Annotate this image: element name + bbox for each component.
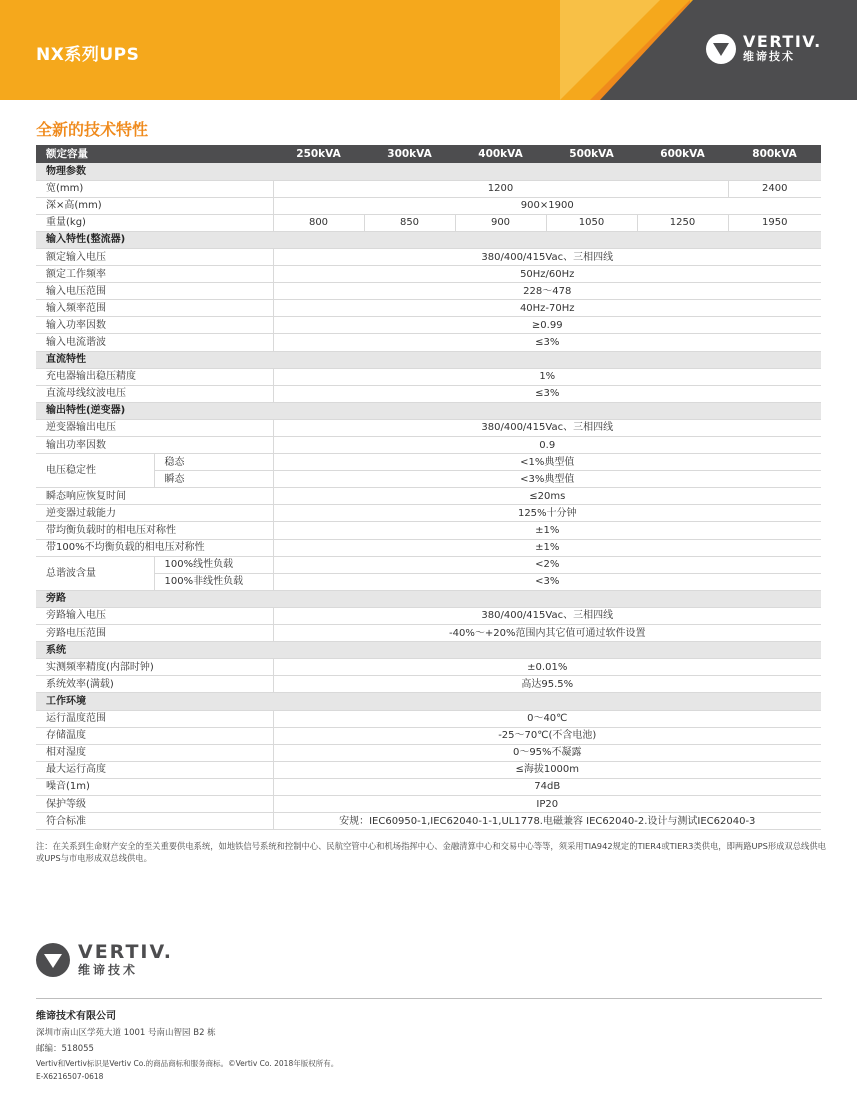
weight-value: 800	[273, 214, 364, 231]
row-label: 存储温度	[36, 727, 273, 744]
sub-label: 100%线性负载	[154, 556, 273, 573]
footer-brand-cn: 维谛技术	[78, 963, 139, 977]
section-row	[36, 231, 821, 248]
table-row	[36, 813, 821, 830]
row-value: <1%典型值	[273, 454, 821, 471]
section-row	[36, 351, 821, 368]
capacity-800: 800kVA	[728, 145, 821, 163]
weight-value: 900	[455, 214, 546, 231]
table-row	[36, 505, 821, 522]
row-value: <2%	[273, 556, 821, 573]
table-row	[36, 248, 821, 265]
row-label: 符合标准	[36, 813, 273, 830]
section-physical: 物理参数	[36, 163, 821, 180]
row-value: 0.9	[273, 437, 821, 454]
row-label: 运行温度范围	[36, 710, 273, 727]
row-value: 0～40℃	[273, 710, 821, 727]
trademark-notice: Vertiv和Vertiv标识是Vertiv Co.的商品商标和服务商标。©Vertiv Co. 2018年版权所有。	[36, 1059, 339, 1068]
table-row	[36, 761, 821, 778]
row-label: 输入频率范围	[36, 300, 273, 317]
capacity-300: 300kVA	[364, 145, 455, 163]
table-row	[36, 556, 821, 573]
row-label: 带100%不均衡负载的相电压对称性	[36, 539, 273, 556]
weight-value: 850	[364, 214, 455, 231]
spec-table	[36, 145, 821, 830]
section-environment: 工作环境	[36, 693, 821, 710]
section-bypass: 旁路	[36, 590, 821, 607]
row-value: 0～95%不凝露	[273, 744, 821, 761]
row-value: ±1%	[273, 539, 821, 556]
row-value: 228～478	[273, 283, 821, 300]
row-value: ≥0.99	[273, 317, 821, 334]
table-row	[36, 197, 821, 214]
row-label: 深×高(mm)	[36, 197, 273, 214]
row-label: 噪音(1m)	[36, 778, 273, 795]
sub-label: 100%非线性负载	[154, 573, 273, 590]
row-value: ±1%	[273, 522, 821, 539]
weight-value: 1050	[546, 214, 637, 231]
table-row	[36, 778, 821, 795]
footer-divider	[36, 998, 822, 999]
row-label: 额定工作频率	[36, 266, 273, 283]
section-title: 全新的技术特性	[36, 120, 149, 139]
table-row	[36, 659, 821, 676]
table-row	[36, 727, 821, 744]
row-value: 380/400/415Vac、三相四线	[273, 419, 821, 436]
table-row	[36, 744, 821, 761]
table-row	[36, 488, 821, 505]
table-row	[36, 454, 821, 471]
logo-brand-text: VERTIV.	[743, 32, 822, 51]
weight-value: 1250	[637, 214, 728, 231]
section-row	[36, 693, 821, 710]
row-value: 2400	[728, 180, 821, 197]
footer	[36, 1010, 338, 1083]
table-row	[36, 625, 821, 642]
row-label: 输入功率因数	[36, 317, 273, 334]
capacity-500: 500kVA	[546, 145, 637, 163]
page-title: NX系列UPS	[36, 45, 140, 65]
section-row	[36, 590, 821, 607]
row-value: 74dB	[273, 778, 821, 795]
table-row	[36, 334, 821, 351]
table-row	[36, 710, 821, 727]
table-row	[36, 214, 821, 231]
company-address: 深圳市南山区学苑大道 1001 号南山智园 B2 栋	[36, 1028, 216, 1038]
row-value: IP20	[273, 795, 821, 812]
row-value: ≤20ms	[273, 488, 821, 505]
table-row	[36, 419, 821, 436]
table-row	[36, 266, 821, 283]
row-label: 旁路电压范围	[36, 625, 273, 642]
table-row	[36, 676, 821, 693]
row-label: 逆变器过载能力	[36, 505, 273, 522]
logo-brand-cn: 维谛技术	[743, 50, 795, 63]
row-label: 保护等级	[36, 795, 273, 812]
row-value: 1%	[273, 368, 821, 385]
table-row	[36, 795, 821, 812]
capacity-250: 250kVA	[273, 145, 364, 163]
table-row	[36, 300, 821, 317]
vertiv-logo-icon	[706, 34, 736, 64]
table-row	[36, 539, 821, 556]
footnote: 注：在关系到生命财产安全的至关重要供电系统，如地铁信号系统和控制中心、民航空管中心和机场指挥中心、金融清算中心和交易中心等等，须采用TIA942规定的TIER4或TIER3类供电，即两路UPS形成双总线供电或UPS与市电形成双总线供电。	[36, 841, 826, 863]
row-value: 380/400/415Vac、三相四线	[273, 248, 821, 265]
section-system: 系统	[36, 642, 821, 659]
row-value: <3%典型值	[273, 471, 821, 488]
vertiv-logo-footer	[36, 942, 173, 978]
section-dc: 直流特性	[36, 351, 821, 368]
section-row	[36, 402, 821, 419]
row-value: <3%	[273, 573, 821, 590]
table-row	[36, 283, 821, 300]
row-value: 380/400/415Vac、三相四线	[273, 607, 821, 624]
table-row	[36, 573, 821, 590]
row-label: 重量(kg)	[36, 214, 273, 231]
section-row	[36, 642, 821, 659]
table-header-row	[36, 145, 821, 163]
section-row	[36, 163, 821, 180]
sub-label: 稳态	[154, 454, 273, 471]
postal-code: 邮编：518055	[36, 1044, 94, 1054]
row-label: 额定输入电压	[36, 248, 273, 265]
header-label: 额定容量	[36, 145, 273, 163]
table-row	[36, 607, 821, 624]
table-row	[36, 368, 821, 385]
vertiv-logo-icon	[36, 943, 70, 977]
footer-brand-text: VERTIV.	[78, 941, 173, 963]
table-row	[36, 437, 821, 454]
row-label: 瞬态响应恢复时间	[36, 488, 273, 505]
row-value: -40%～+20%范围内其它值可通过软件设置	[273, 625, 821, 642]
header-banner	[0, 0, 857, 100]
company-name: 维谛技术有限公司	[36, 1011, 116, 1022]
row-label: 输入电流谐波	[36, 334, 273, 351]
row-label: 最大运行高度	[36, 761, 273, 778]
row-label: 总谐波含量	[36, 556, 154, 590]
row-label: 宽(mm)	[36, 180, 273, 197]
row-label: 输出功率因数	[36, 437, 273, 454]
table-row	[36, 180, 821, 197]
section-input: 输入特性(整流器)	[36, 231, 821, 248]
row-value: ≤海拔1000m	[273, 761, 821, 778]
row-value: ≤3%	[273, 334, 821, 351]
row-value: ≤3%	[273, 385, 821, 402]
row-label: 系统效率(满载)	[36, 676, 273, 693]
row-value: 900×1900	[273, 197, 821, 214]
row-label: 带均衡负载时的相电压对称性	[36, 522, 273, 539]
row-value: 50Hz/60Hz	[273, 266, 821, 283]
row-value: 40Hz-70Hz	[273, 300, 821, 317]
row-label: 充电器输出稳压精度	[36, 368, 273, 385]
row-value: -25～70℃(不含电池)	[273, 727, 821, 744]
row-label: 逆变器输出电压	[36, 419, 273, 436]
row-label: 相对湿度	[36, 744, 273, 761]
table-row	[36, 385, 821, 402]
row-value: 高达95.5%	[273, 676, 821, 693]
section-output: 输出特性(逆变器)	[36, 402, 821, 419]
vertiv-logo	[706, 33, 822, 64]
sub-label: 瞬态	[154, 471, 273, 488]
capacity-600: 600kVA	[637, 145, 728, 163]
row-label: 实测频率精度(内部时钟)	[36, 659, 273, 676]
weight-value: 1950	[728, 214, 821, 231]
table-row	[36, 471, 821, 488]
document-code: E-X6216507-0618	[36, 1072, 104, 1081]
row-label: 旁路输入电压	[36, 607, 273, 624]
table-row	[36, 317, 821, 334]
row-value: 安规：IEC60950-1,IEC62040-1-1,UL1778.电磁兼容 IEC62040-2.设计与测试IEC62040-3	[273, 813, 821, 830]
row-value: ±0.01%	[273, 659, 821, 676]
row-value: 1200	[273, 180, 728, 197]
table-row	[36, 522, 821, 539]
row-label: 电压稳定性	[36, 454, 154, 488]
row-value: 125%十分钟	[273, 505, 821, 522]
capacity-400: 400kVA	[455, 145, 546, 163]
row-label: 直流母线纹波电压	[36, 385, 273, 402]
row-label: 输入电压范围	[36, 283, 273, 300]
